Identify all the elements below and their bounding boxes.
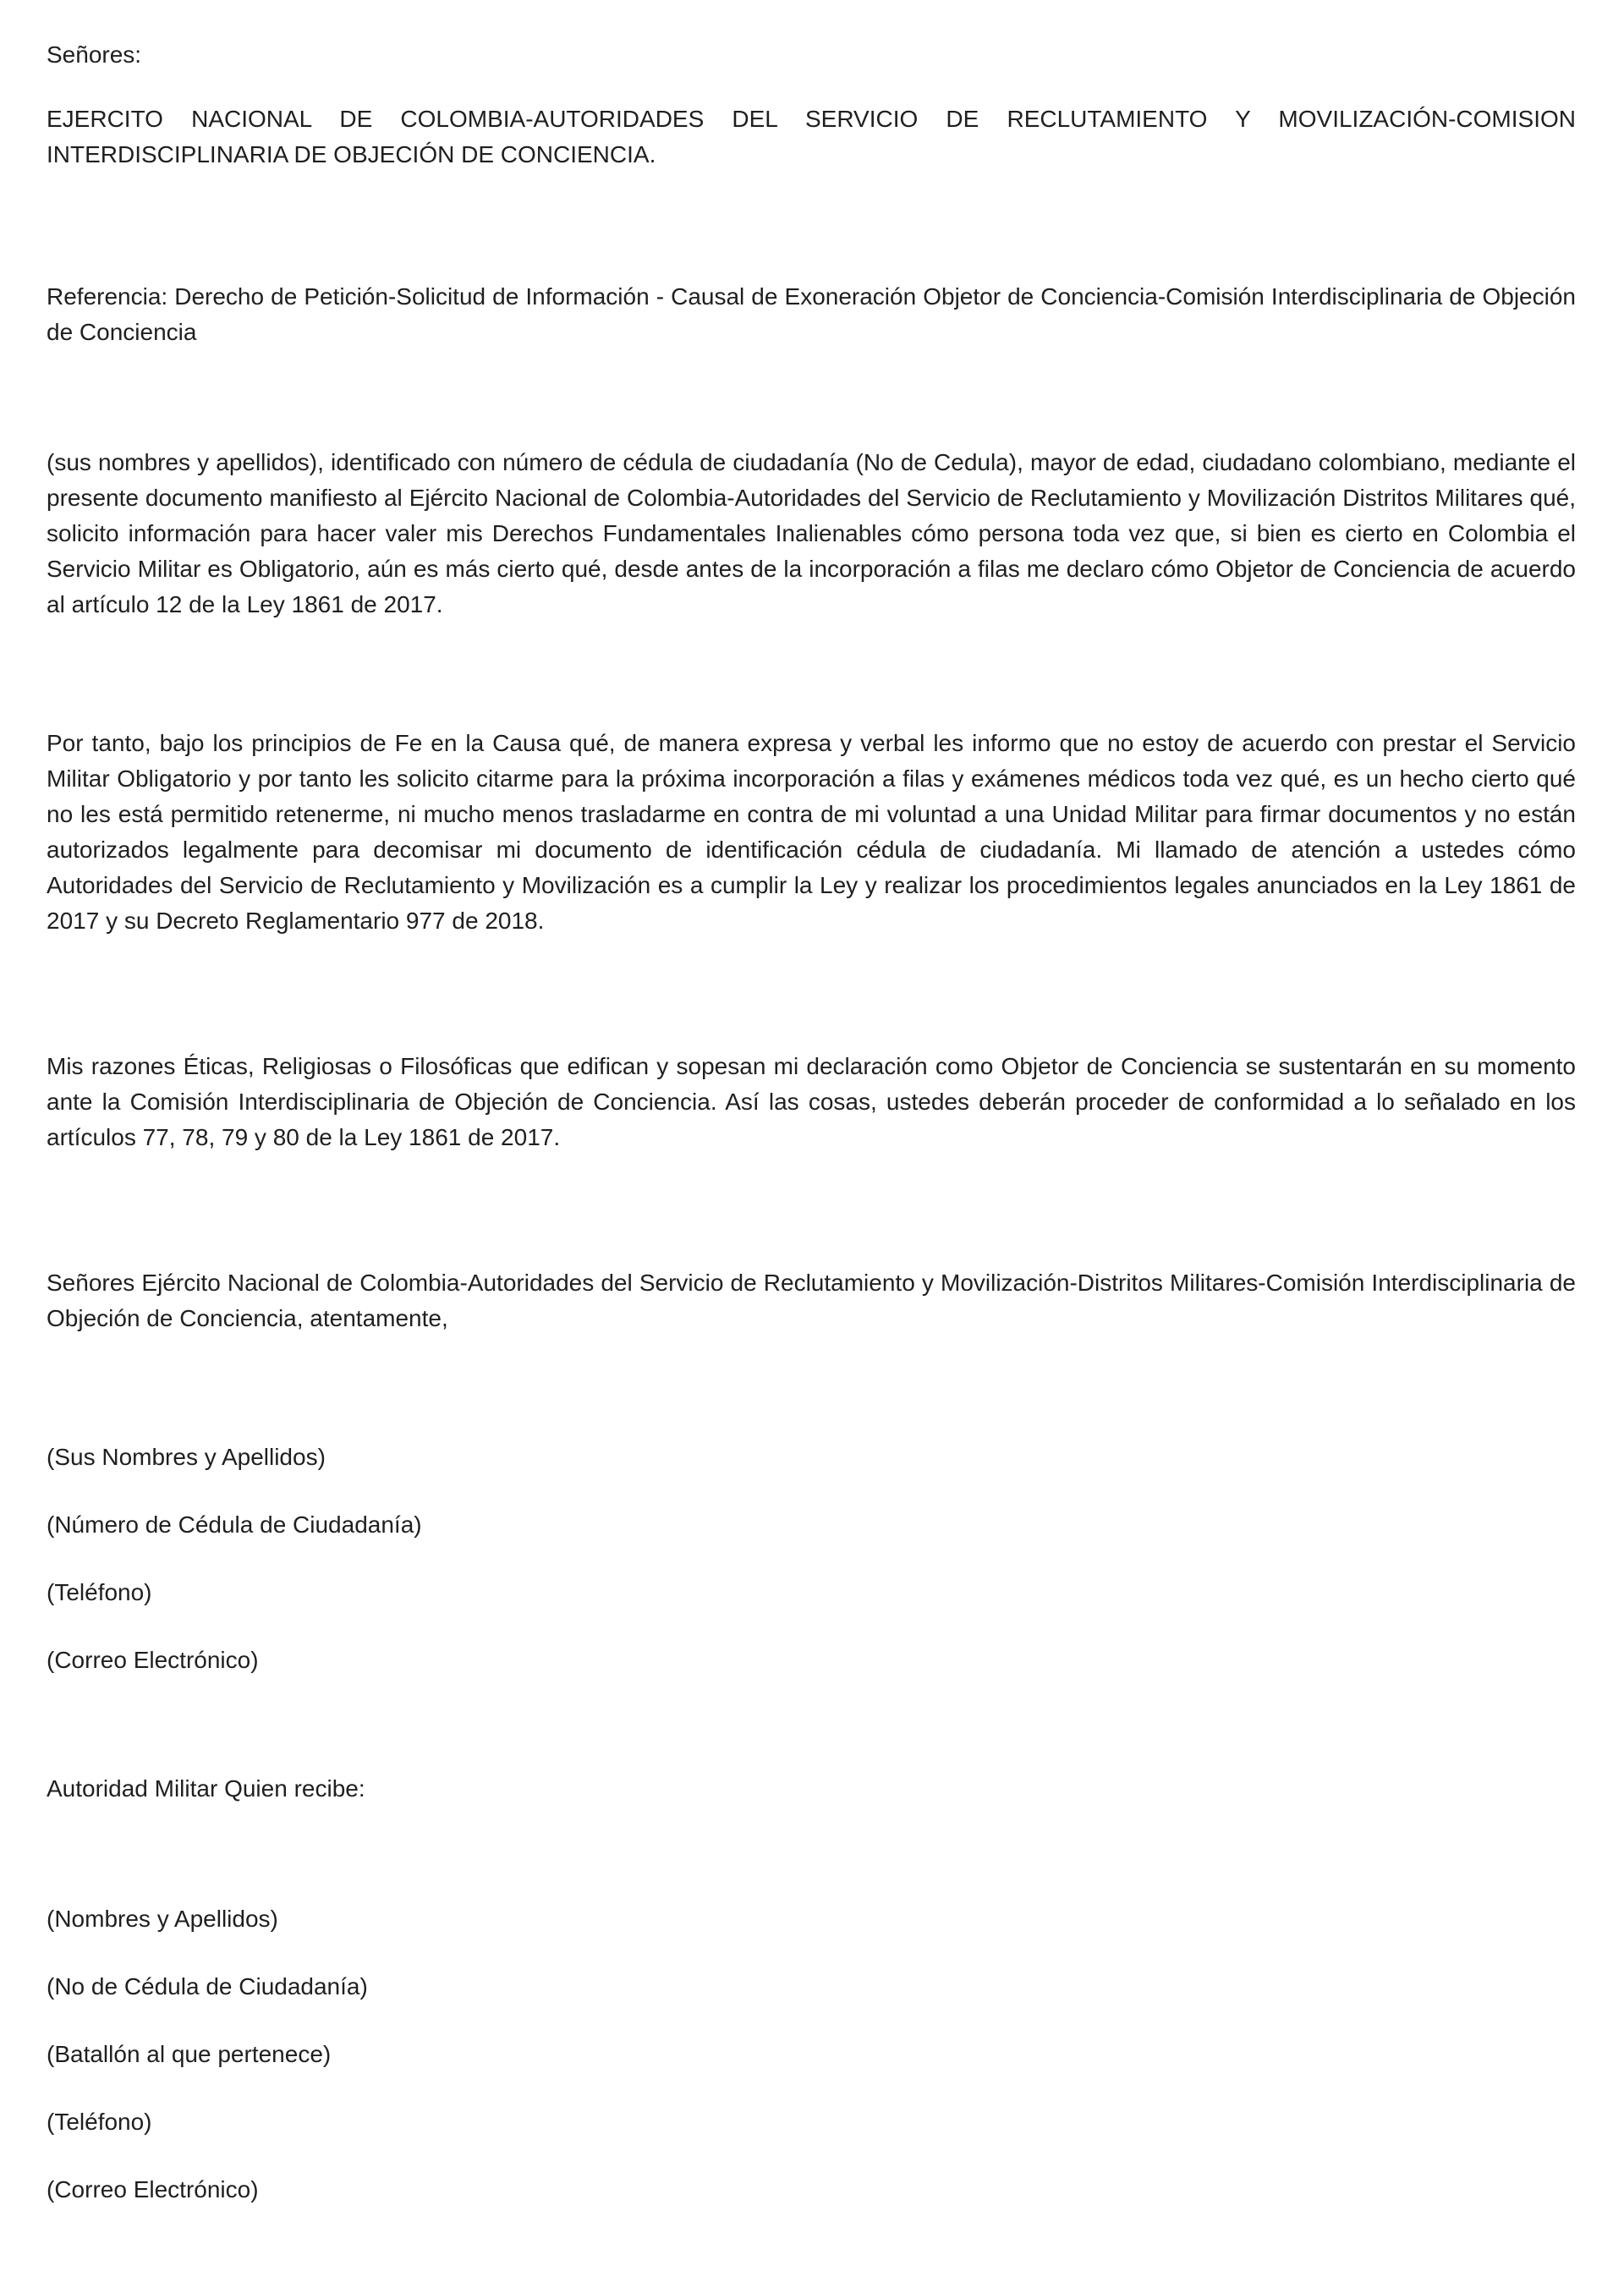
receiver-field-phone: (Teléfono) bbox=[47, 2109, 152, 2135]
sender-field-id-number: (Número de Cédula de Ciudadanía) bbox=[47, 1511, 422, 1538]
receiver-field-names: (Nombres y Apellidos) bbox=[47, 1906, 278, 1932]
reference-line: Referencia: Derecho de Petición-Solicitud de Información - Causal de Exoneración Objetor de Conciencia-Comisión Interdisciplinaria de Objeción de Conciencia bbox=[47, 283, 1576, 345]
closing-paragraph: Señores Ejército Nacional de Colombia-Autoridades del Servicio de Reclutamiento y Movilización-Distritos Militares-Comisión Interdisciplinaria de Objeción de Conciencia, atentamente, bbox=[47, 1270, 1576, 1331]
receiver-field-email: (Correo Electrónico) bbox=[47, 2176, 259, 2202]
addressee-heading: EJERCITO NACIONAL DE COLOMBIA-AUTORIDADES DEL SERVICIO DE RECLUTAMIENTO Y MOVILIZACIÓN-COMISION INTERDISCIPLINARIA DE OBJECIÓN DE CONCIENCIA. bbox=[47, 106, 1576, 167]
sender-field-names: (Sus Nombres y Apellidos) bbox=[47, 1444, 326, 1470]
body-paragraph-3: Mis razones Éticas, Religiosas o Filosóficas que edifican y sopesan mi declaración como Objetor de Conciencia se sustentarán en su momento ante la Comisión Interdisciplinaria de Objeción de Conciencia. Así las cosas, ustedes deberán proceder de conformidad a lo señalado en los artículos 77, 78, 79 y 80 de la Ley 1861 de 2017. bbox=[47, 1053, 1576, 1150]
body-paragraph-2: Por tanto, bajo los principios de Fe en la Causa qué, de manera expresa y verbal les informo que no estoy de acuerdo con prestar el Servicio Militar Obligatorio y por tanto les solicito citarme para la próxima incorporación a filas y exámenes médicos toda vez qué, es un hecho cierto qué no les está permitido retenerme, ni mucho menos trasladarme en contra de mi voluntad a una Unidad Militar para firmar documentos y no están autorizados legalmente para decomisar mi documento de identificación cédula de ciudadanía. Mi llamado de atención a ustedes cómo Autoridades del Servicio de Reclutamiento y Movilización es a cumplir la Ley y realizar los procedimientos legales anunciados en la Ley 1861 de 2017 y su Decreto Reglamentario 977 de 2018. bbox=[47, 730, 1576, 934]
sender-field-email: (Correo Electrónico) bbox=[47, 1647, 259, 1673]
receiver-field-battalion: (Batallón al que pertenece) bbox=[47, 2041, 332, 2067]
receiver-heading: Autoridad Militar Quien recibe: bbox=[47, 1775, 365, 1802]
sender-field-phone: (Teléfono) bbox=[47, 1579, 152, 1605]
salutation: Señores: bbox=[47, 41, 142, 68]
receiver-field-id-number: (No de Cédula de Ciudadanía) bbox=[47, 1973, 368, 1999]
body-paragraph-1: (sus nombres y apellidos), identificado con número de cédula de ciudadanía (No de Cedula), mayor de edad, ciudadano colombiano, mediante el presente documento manifiesto al Ejército Nacional de Colombia-Autoridades del Servicio de Reclutamiento y Movilización Distritos Militares qué, solicito información para hacer valer mis Derechos Fundamentales Inalienables cómo persona toda vez que, si bien es cierto en Colombia el Servicio Militar es Obligatorio, aún es más cierto qué, desde antes de la incorporación a filas me declaro cómo Objetor de Conciencia de acuerdo al artículo 12 de la Ley 1861 de 2017. bbox=[47, 449, 1576, 617]
